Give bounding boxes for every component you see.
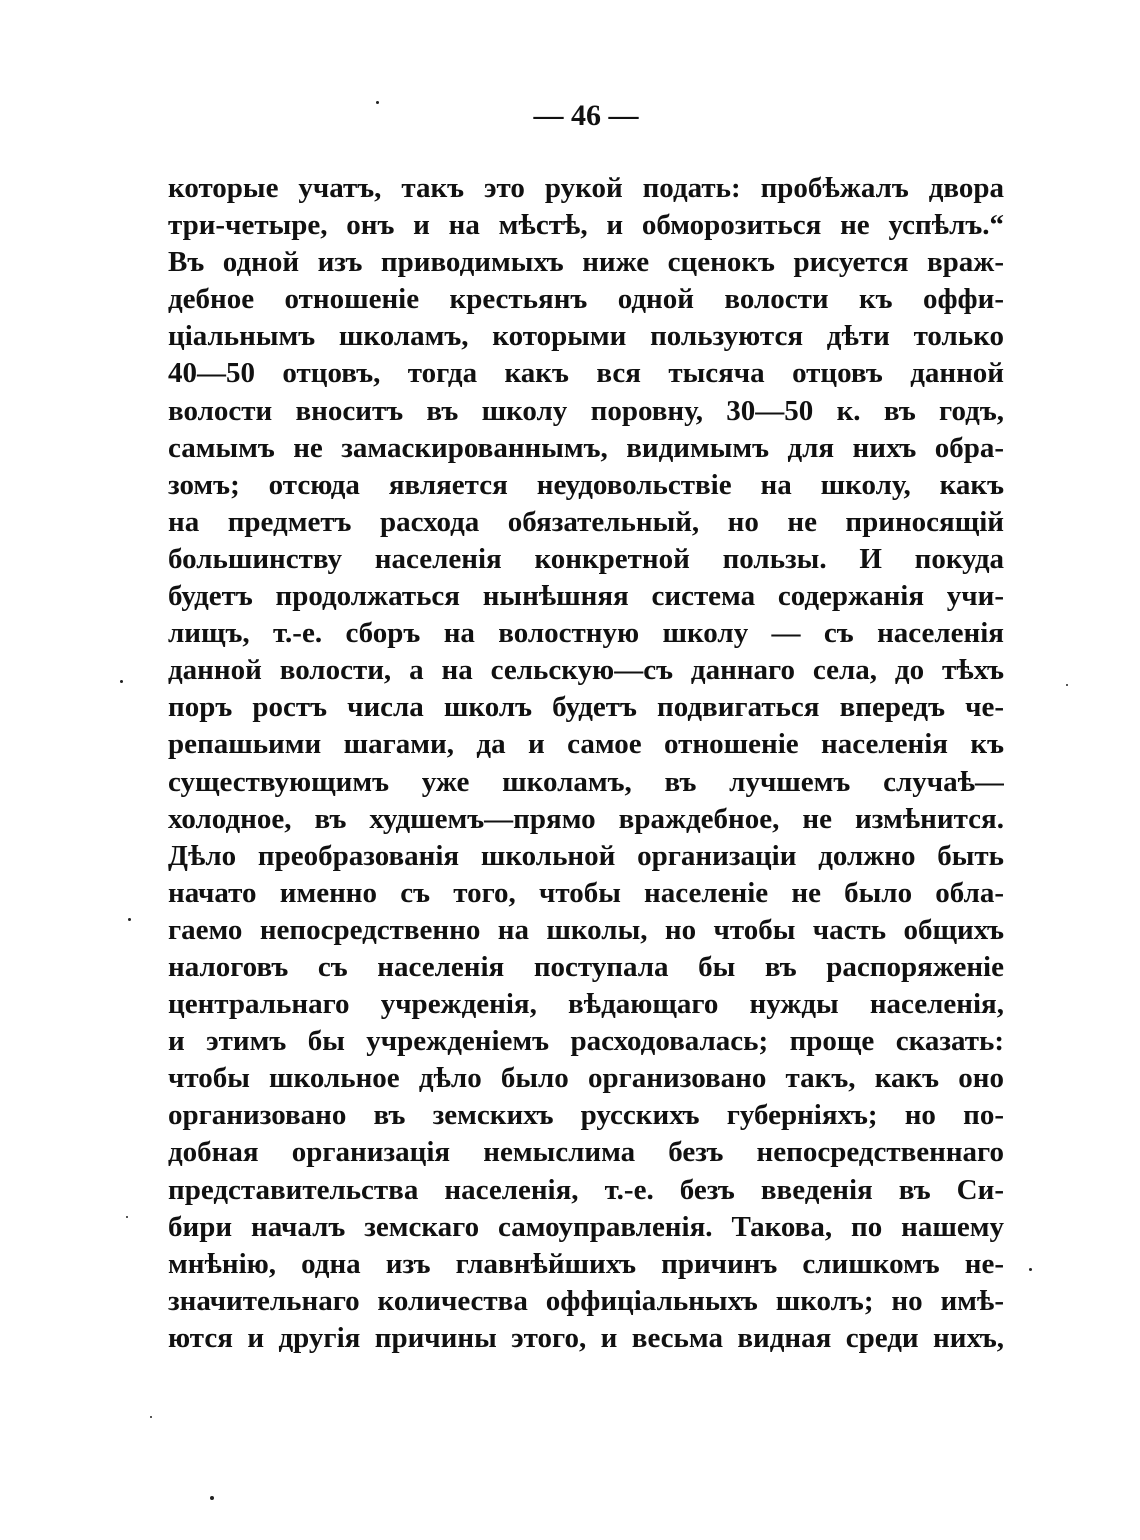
scan-speck <box>376 101 379 104</box>
scan-speck <box>150 1416 152 1418</box>
text-line: самымъ не замаскированнымъ, видимымъ для нихъ обра- <box>168 431 1004 464</box>
page-number: — 46 — <box>533 99 639 132</box>
text-line: мнѣнiю, одна изъ главнѣйшихъ причинъ слишкомъ не- <box>168 1247 1004 1280</box>
text-line: данной волости, а на сельскую—съ даннаго села, до тѣхъ <box>168 654 1004 687</box>
scan-speck <box>120 680 123 683</box>
text-line: дебное отношенiе крестьянъ одной волости къ оффи- <box>168 283 1004 316</box>
text-line: значительнаго количества оффицiальныхъ школъ; но имѣ- <box>168 1284 1004 1317</box>
text-line: центральнаго учрежденiя, вѣдающаго нужды населенiя, <box>168 988 1004 1021</box>
text-line: бири началъ земскаго самоуправленiя. Такова, по нашему <box>168 1210 1004 1243</box>
scan-speck <box>126 1216 128 1218</box>
text-line: которые учатъ, такъ это рукой подать: пробѣжалъ двора <box>168 172 1004 204</box>
text-line: налоговъ съ населенiя поступала бы въ распоряженiе <box>168 950 1004 983</box>
scan-speck <box>128 918 131 921</box>
text-line: ются и другiя причины этого, и весьма видная среди нихъ, <box>168 1321 1004 1354</box>
text-line: зомъ; отсюда является неудовольствiе на школу, какъ <box>168 468 1004 501</box>
text-line: на предметъ расхода обязательный, но не приносящiй <box>168 505 1004 538</box>
text-line: 40—50 отцовъ, тогда какъ вся тысяча отцовъ данной <box>168 357 1004 390</box>
text-line: холодное, въ худшемъ—прямо враждебное, не измѣнится. <box>168 802 1004 835</box>
text-line: репашьими шагами, да и самое отношенiе населенiя къ <box>168 728 1004 761</box>
text-line: существующимъ уже школамъ, въ лучшемъ случаѣ— <box>168 765 1004 798</box>
scan-speck <box>1066 684 1068 686</box>
scan-speck <box>210 1496 214 1500</box>
text-line: начато именно съ того, чтобы населенiе не было обла- <box>168 876 1004 909</box>
text-line: лищъ, т.-е. сборъ на волостную школу — съ населенiя <box>168 617 1004 650</box>
text-line: Дѣло преобразованiя школьной организацiи должно быть <box>168 839 1004 872</box>
text-line: чтобы школьное дѣло было организовано такъ, какъ оно <box>168 1062 1004 1095</box>
text-line: будетъ продолжаться нынѣшняя система содержанiя учи- <box>168 580 1004 613</box>
text-line: поръ ростъ числа школъ будетъ подвигаться впередъ че- <box>168 691 1004 724</box>
text-line: три-четыре, онъ и на мѣстѣ, и обморозиться не успѣлъ.“ <box>168 209 1004 242</box>
text-line: гаемо непосредственно на школы, но чтобы часть общихъ <box>168 913 1004 946</box>
text-line: большинству населенiя конкретной пользы. И покуда <box>168 542 1004 575</box>
text-line: волости вноситъ въ школу поровну, 30—50 к. въ годъ, <box>168 394 1004 427</box>
text-line: Въ одной изъ приводимыхъ ниже сценокъ рисуется враж- <box>168 246 1004 279</box>
text-line: организовано въ земскихъ русскихъ губернiяхъ; но по- <box>168 1099 1004 1132</box>
text-line: и этимъ бы учрежденiемъ расходовалась; проще сказать: <box>168 1025 1004 1058</box>
scan-speck <box>1029 1268 1032 1271</box>
text-line: цiальнымъ школамъ, которыми пользуются дѣти только <box>168 320 1004 353</box>
text-line: представительства населенiя, т.-е. безъ введенiя въ Си- <box>168 1173 1004 1206</box>
body-text <box>168 170 1004 1357</box>
text-line: добная организацiя немыслима безъ непосредственнаго <box>168 1136 1004 1169</box>
